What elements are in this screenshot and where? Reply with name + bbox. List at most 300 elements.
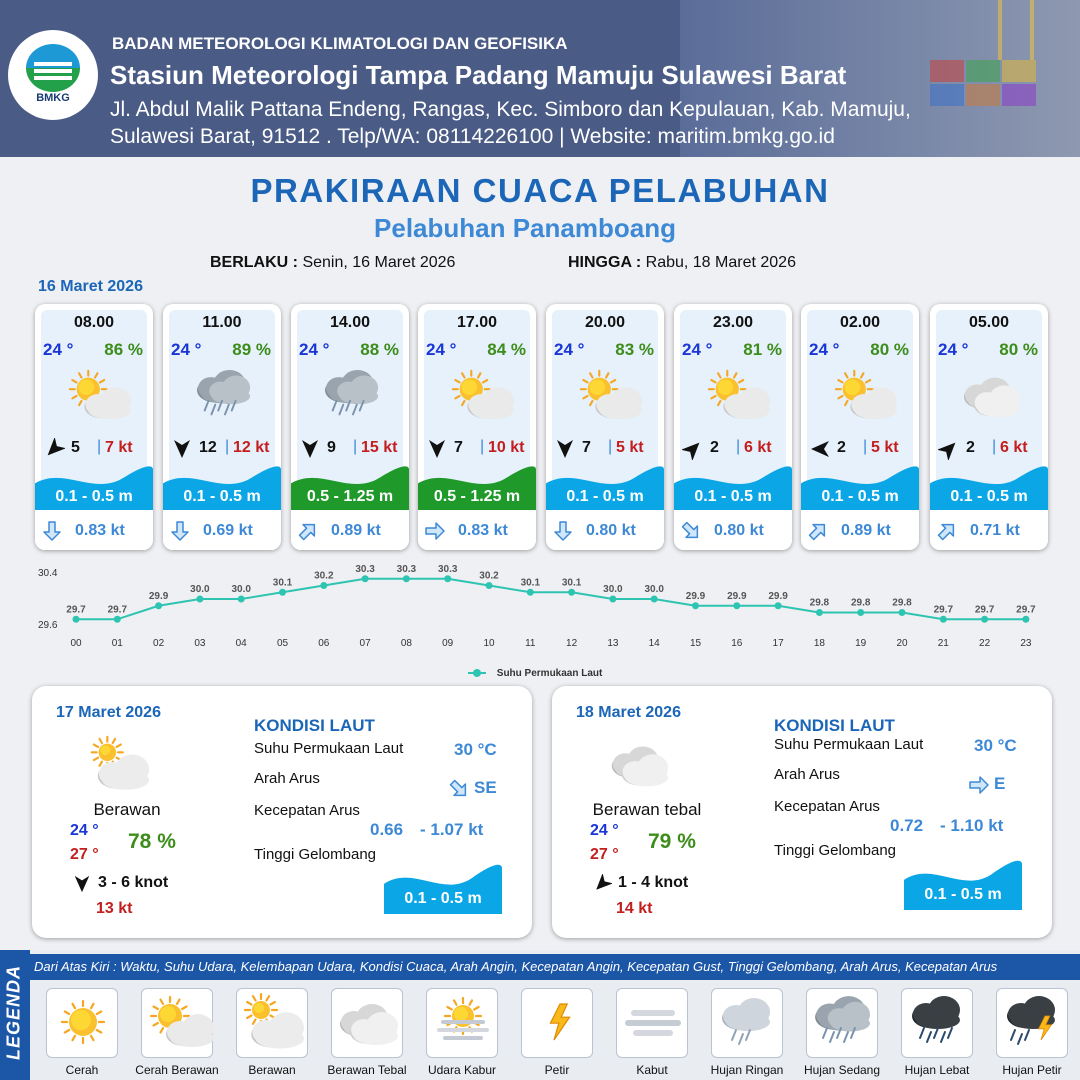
current-direction-icon [680, 520, 702, 542]
cerah-berawan-icon [61, 366, 131, 424]
legend-item-label: Hujan Ringan [710, 1063, 784, 1077]
x-tick-label: 21 [937, 638, 949, 649]
legend-caption-bar [30, 954, 1080, 980]
legend-item-label: Petir [544, 1063, 570, 1077]
sst-data-point [609, 596, 616, 603]
sst-data-label: 29.9 [685, 590, 706, 602]
sst-data-point [981, 616, 988, 623]
current-speed-label: Kecepatan Arus [774, 798, 880, 815]
humidity: 89 % [232, 340, 271, 359]
weather-condition [956, 366, 1026, 424]
berawan-tebal-icon [604, 734, 674, 794]
current-arrow [41, 520, 63, 542]
separator: | [608, 438, 613, 455]
wind-arrow [72, 874, 92, 894]
wave-height-band [801, 464, 919, 510]
legend-item-label: Cerah [65, 1063, 99, 1077]
wind-arrow [682, 438, 704, 460]
cerah-berawan-icon [700, 366, 770, 424]
sst-data-label: 30.0 [231, 584, 251, 595]
x-tick-label: 05 [276, 638, 289, 649]
container-decoration [1002, 60, 1036, 82]
current-speed: 0.83 kt [458, 522, 508, 539]
wind-info [554, 438, 658, 460]
gust-speed: 13 kt [96, 900, 133, 917]
wave-height-band [163, 464, 281, 510]
chart-legend [468, 668, 602, 679]
valid-to-value: Rabu, 18 Maret 2026 [645, 254, 796, 271]
current-arrow [424, 520, 446, 542]
current-arrow [297, 520, 319, 542]
wind-arrow [171, 438, 193, 460]
humidity: 88 % [360, 340, 399, 359]
crane-decoration [1030, 0, 1034, 60]
sst-data-label: 29.7 [107, 604, 128, 616]
legend-item-cerah-berawan [141, 988, 213, 1058]
wave-height: 0.1 - 0.5 m [55, 488, 133, 505]
forecast-time: 17.00 [456, 314, 498, 331]
current-info [801, 510, 919, 550]
hujan-sedang-icon [189, 366, 259, 424]
wind-speed-range: 3 - 6 knot [98, 874, 169, 891]
wind-info [682, 438, 786, 460]
wave-height-band [904, 858, 1022, 910]
x-tick-label: 18 [813, 638, 825, 649]
valid-from-value: Senin, 16 Maret 2026 [302, 254, 456, 271]
current-speed-min: 0.66 [370, 820, 404, 839]
cerah-berawan-icon [827, 366, 897, 424]
sst-data-label: 30.3 [396, 563, 417, 575]
current-speed: 0.69 kt [203, 522, 253, 539]
current-speed: 0.80 kt [586, 522, 636, 539]
daily-forecast-panel [32, 686, 532, 938]
kabut-icon [617, 989, 689, 1055]
hujan-lebat-icon [902, 989, 974, 1055]
legend-item-hujan-ringan [711, 988, 783, 1058]
wind-direction-icon [72, 874, 92, 894]
wind-direction-icon [592, 874, 612, 894]
current-info [930, 510, 1048, 550]
sst-label: Suhu Permukaan Laut [774, 736, 924, 753]
hourly-card [291, 304, 409, 550]
wave-height: 0.1 - 0.5 m [821, 488, 899, 505]
agency-name: BADAN METEOROLOGI KLIMATOLOGI DAN GEOFISIKA [112, 34, 568, 53]
current-info [291, 510, 409, 550]
weather-condition [700, 366, 770, 424]
wind-speed-range: 1 - 4 knot [618, 874, 689, 891]
bmkg-emblem-icon [26, 44, 80, 92]
sst-data-label: 29.9 [768, 590, 788, 602]
valid-from [210, 254, 455, 272]
wave-height: 0.1 - 0.5 m [566, 488, 644, 505]
wind-info [171, 438, 275, 460]
legend-side-label [0, 950, 30, 1080]
legend-item-berawan [236, 988, 308, 1058]
wave-height-band [930, 464, 1048, 510]
sst-label: Suhu Permukaan Laut [254, 740, 404, 757]
current-direction-icon [446, 778, 472, 800]
sst-data-point [155, 602, 162, 609]
wave-height: 0.1 - 0.5 m [183, 488, 261, 505]
sst-data-label: 29.8 [809, 597, 830, 609]
wave-height-band [35, 464, 153, 510]
weather-condition [827, 366, 897, 424]
cerah-icon [47, 989, 119, 1055]
current-arrow [680, 520, 702, 542]
sst-data-label: 30.0 [190, 584, 210, 595]
udara-kabur-icon [427, 989, 499, 1055]
wind-info [809, 438, 913, 460]
berawan-icon [84, 734, 154, 794]
sst-data-point [733, 602, 740, 609]
current-direction: SE [474, 778, 497, 797]
wind-speed: 7 [582, 439, 591, 456]
address-line-1: Jl. Abdul Malik Pattana Endeng, Rangas, Kec. Simboro dan Kepulauan, Kab. Mamuju, [110, 98, 911, 121]
crane-decoration [998, 0, 1002, 60]
header-banner [0, 0, 1080, 157]
sst-data-label: 30.3 [355, 563, 375, 575]
legend-item-cerah [46, 988, 118, 1058]
x-tick-label: 19 [855, 638, 867, 649]
gust-speed: 5 kt [871, 439, 899, 456]
sst-value: 30 °C [454, 740, 497, 759]
panel-weather-condition [84, 734, 154, 794]
legend-title: LEGENDA [3, 965, 24, 1061]
sst-data-label: 29.8 [892, 597, 912, 609]
legend-item-label: Kabut [636, 1063, 668, 1077]
x-tick-label: 15 [689, 638, 702, 649]
sst-data-point [73, 616, 80, 623]
sst-data-label: 29.8 [850, 597, 871, 609]
sea-condition-title: KONDISI LAUT [254, 716, 375, 735]
sea-condition-title: KONDISI LAUT [774, 716, 895, 735]
weather-condition-label: Berawan [93, 800, 161, 819]
current-speed-min: 0.72 [890, 816, 924, 835]
legend-item-berawan-tebal [331, 988, 403, 1058]
wave-height-band [418, 464, 536, 510]
current-arrow [446, 778, 472, 805]
x-tick-label: 14 [648, 638, 660, 649]
air-temperature: 24 ° [809, 340, 840, 359]
x-tick-label: 10 [483, 638, 495, 649]
current-direction-icon [169, 520, 191, 542]
wind-speed: 2 [966, 439, 975, 456]
air-temperature: 24 ° [682, 340, 713, 359]
wind-speed: 2 [710, 439, 719, 456]
valid-to-label: HINGGA : [568, 254, 642, 271]
x-tick-label: 01 [111, 638, 123, 649]
wind-direction-icon [938, 438, 960, 460]
humidity: 78 % [128, 830, 176, 853]
current-arrow [966, 774, 992, 801]
hourly-card [163, 304, 281, 550]
current-speed: 0.80 kt [714, 522, 764, 539]
sst-data-point [940, 616, 947, 623]
wind-speed: 12 [199, 439, 217, 456]
daily-forecast-panel [552, 686, 1052, 938]
separator: | [353, 438, 358, 455]
x-tick-label: 12 [566, 638, 578, 649]
sst-data-point [196, 596, 203, 603]
x-tick-label: 06 [318, 638, 330, 649]
current-arrow [807, 520, 829, 542]
current-speed-max: - 1.10 kt [940, 816, 1004, 835]
current-direction-label: Arah Arus [254, 770, 320, 787]
cerah-berawan-icon [142, 989, 214, 1055]
current-direction-icon [966, 774, 992, 796]
current-info [163, 510, 281, 550]
sst-data-point [899, 609, 906, 616]
sst-data-point [279, 589, 286, 596]
wind-info [426, 438, 530, 460]
sst-data-point [775, 602, 782, 609]
weather-condition [61, 366, 131, 424]
legend-item-kabut [616, 988, 688, 1058]
forecast-time: 02.00 [839, 314, 881, 331]
weather-condition [189, 366, 259, 424]
wind-speed: 7 [454, 439, 463, 456]
berawan-tebal-icon [332, 989, 404, 1055]
sst-value: 30 °C [974, 736, 1017, 755]
current-speed: 0.71 kt [970, 522, 1020, 539]
wind-direction-icon [299, 438, 321, 460]
valid-from-label: BERLAKU : [210, 254, 298, 271]
forecast-time: 14.00 [329, 314, 371, 331]
separator: | [992, 438, 997, 455]
min-temperature: 24 ° [590, 822, 619, 839]
wave-height: 0.1 - 0.5 m [694, 488, 772, 505]
sst-data-point [857, 609, 864, 616]
panel-date: 17 Maret 2026 [56, 704, 161, 721]
current-direction-icon [936, 520, 958, 542]
day1-date: 16 Maret 2026 [38, 278, 143, 295]
gust-speed: 15 kt [361, 439, 398, 456]
wind-direction-icon [554, 438, 576, 460]
wind-arrow [426, 438, 448, 460]
hourly-card [930, 304, 1048, 550]
wind-arrow [938, 438, 960, 460]
legend-dot-swatch [473, 669, 481, 677]
x-tick-label: 13 [607, 638, 619, 649]
legend-item-hujan-sedang [806, 988, 878, 1058]
current-direction-icon [41, 520, 63, 542]
container-decoration [930, 60, 964, 82]
legend-item-hujan-petir [996, 988, 1068, 1058]
humidity: 81 % [743, 340, 782, 359]
current-info [35, 510, 153, 550]
separator: | [863, 438, 868, 455]
x-tick-label: 16 [731, 638, 743, 649]
legend-caption: Dari Atas Kiri : Waktu, Suhu Udara, Kelembapan Udara, Kondisi Cuaca, Arah Angin, Kecepatan Angin, Kecepatan Gust, Tinggi Gelombang, Arah Arus, Kecepatan Arus [34, 959, 998, 974]
hujan-sedang-icon [807, 989, 879, 1055]
wind-direction-icon [426, 438, 448, 460]
wave-height: 0.5 - 1.25 m [433, 488, 521, 505]
gust-speed: 14 kt [616, 900, 653, 917]
legend-item-label: Berawan [248, 1063, 296, 1077]
sea-surface-temperature-chart [30, 560, 1060, 680]
sst-data-point [403, 575, 410, 582]
weather-condition [444, 366, 514, 424]
container-decoration [966, 60, 1000, 82]
humidity: 80 % [870, 340, 909, 359]
air-temperature: 24 ° [43, 340, 74, 359]
sst-data-label: 29.7 [974, 604, 995, 616]
wind-direction-icon [43, 438, 65, 460]
air-temperature: 24 ° [938, 340, 969, 359]
current-info [546, 510, 664, 550]
wave-height: 0.1 - 0.5 m [924, 886, 1002, 903]
address-line-2: Sulawesi Barat, 91512 . Telp/WA: 08114226100 | Website: maritim.bmkg.go.id [110, 125, 835, 148]
hourly-card [418, 304, 536, 550]
sst-data-label: 29.7 [66, 604, 86, 616]
wind-info [299, 438, 403, 460]
sst-data-label: 30.2 [479, 570, 499, 582]
separator: | [736, 438, 741, 455]
sst-data-label: 29.7 [1016, 604, 1036, 616]
gust-speed: 6 kt [1000, 439, 1028, 456]
hujan-petir-icon [997, 989, 1069, 1055]
legend-item-label: Hujan Petir [1002, 1063, 1062, 1077]
cerah-berawan-icon [444, 366, 514, 424]
berawan-tebal-icon [956, 366, 1026, 424]
x-tick-label: 00 [70, 638, 82, 649]
current-speed-max: - 1.07 kt [420, 820, 484, 839]
current-direction: E [994, 774, 1006, 793]
sst-data-point [238, 596, 245, 603]
current-speed-label: Kecepatan Arus [254, 802, 360, 819]
wind-speed: 5 [71, 439, 80, 456]
current-speed: 0.83 kt [75, 522, 125, 539]
sst-data-label: 30.3 [437, 563, 458, 575]
wave-height: 0.1 - 0.5 m [950, 488, 1028, 505]
bmkg-logo [8, 30, 98, 120]
current-speed: 0.89 kt [841, 522, 891, 539]
x-tick-label: 07 [359, 638, 371, 649]
weather-condition [572, 366, 642, 424]
wave-height-band [291, 464, 409, 510]
panel-weather-condition [604, 734, 674, 794]
current-direction-icon [807, 520, 829, 542]
wave-height-band [384, 862, 502, 914]
wind-direction-icon [809, 438, 831, 460]
current-arrow [169, 520, 191, 542]
sst-data-point [651, 596, 658, 603]
sst-data-point [114, 616, 121, 623]
separator: | [97, 438, 102, 455]
hourly-card [674, 304, 792, 550]
current-arrow [552, 520, 574, 542]
panel-date: 18 Maret 2026 [576, 704, 681, 721]
air-temperature: 24 ° [426, 340, 457, 359]
hujan-ringan-icon [712, 989, 784, 1055]
humidity: 86 % [104, 340, 143, 359]
forecast-time: 20.00 [584, 314, 626, 331]
page-title: PRAKIRAAN CUACA PELABUHAN [250, 172, 830, 209]
forecast-time: 05.00 [968, 314, 1010, 331]
gust-speed: 5 kt [616, 439, 644, 456]
air-temperature: 24 ° [171, 340, 202, 359]
y-tick-label: 29.6 [38, 620, 58, 631]
sst-data-point [320, 582, 327, 589]
legend-item-label: Berawan Tebal [327, 1063, 407, 1077]
gust-speed: 10 kt [488, 439, 525, 456]
sst-data-point [816, 609, 823, 616]
sst-data-label: 29.7 [933, 604, 954, 616]
sst-data-point [362, 575, 369, 582]
forecast-time: 11.00 [202, 314, 242, 331]
humidity: 80 % [999, 340, 1038, 359]
x-tick-label: 08 [400, 638, 412, 649]
forecast-time: 08.00 [73, 314, 115, 331]
wave-height-label: Tinggi Gelombang [774, 842, 897, 859]
y-tick-label: 30.4 [38, 568, 58, 579]
separator: | [480, 438, 485, 455]
legend-item-label: Hujan Sedang [803, 1063, 881, 1077]
current-arrow [936, 520, 958, 542]
x-tick-label: 11 [525, 638, 536, 649]
sst-data-label: 30.2 [314, 570, 334, 582]
sst-data-point [527, 589, 534, 596]
sst-data-point [1022, 616, 1029, 623]
legend-item-label: Cerah Berawan [135, 1063, 219, 1077]
gust-speed: 7 kt [105, 439, 133, 456]
wind-speed: 9 [327, 439, 336, 456]
humidity: 79 % [648, 830, 696, 853]
separator: | [225, 438, 230, 455]
hourly-card [546, 304, 664, 550]
x-tick-label: 23 [1020, 638, 1032, 649]
wind-arrow [809, 438, 831, 460]
wind-info [938, 438, 1042, 460]
x-tick-label: 04 [235, 638, 247, 649]
sst-data-point [486, 582, 493, 589]
wave-height-band [546, 464, 664, 510]
logo-text: BMKG [36, 92, 70, 104]
sst-data-label: 30.1 [520, 577, 541, 589]
x-tick-label: 02 [153, 638, 165, 649]
current-speed: 0.89 kt [331, 522, 381, 539]
wave-height-band [674, 464, 792, 510]
sst-data-label: 29.9 [148, 590, 169, 602]
wind-arrow [592, 874, 612, 894]
weather-condition-label: Berawan tebal [592, 800, 702, 819]
valid-to [568, 254, 796, 272]
current-info [418, 510, 536, 550]
sst-data-label: 30.0 [603, 584, 623, 595]
sst-data-label: 30.1 [561, 577, 582, 589]
gust-speed: 12 kt [233, 439, 270, 456]
sst-data-label: 30.1 [272, 577, 293, 589]
x-tick-label: 17 [772, 638, 784, 649]
wind-arrow [43, 438, 65, 460]
hourly-card [801, 304, 919, 550]
legend-item-hujan-lebat [901, 988, 973, 1058]
sst-data-point [444, 575, 451, 582]
wind-info [43, 438, 147, 460]
wave-height: 0.1 - 0.5 m [404, 890, 482, 907]
wind-speed: 2 [837, 439, 846, 456]
current-info [674, 510, 792, 550]
gust-speed: 6 kt [744, 439, 772, 456]
sst-line-plot [30, 560, 1060, 660]
station-name: Stasiun Meteorologi Tampa Padang Mamuju Sulawesi Barat [110, 60, 847, 90]
min-temperature: 24 ° [70, 822, 99, 839]
wind-arrow [299, 438, 321, 460]
current-direction-icon [552, 520, 574, 542]
port-name: Pelabuhan Panamboang [374, 213, 676, 243]
wind-direction-icon [171, 438, 193, 460]
max-temperature: 27 ° [70, 846, 99, 863]
